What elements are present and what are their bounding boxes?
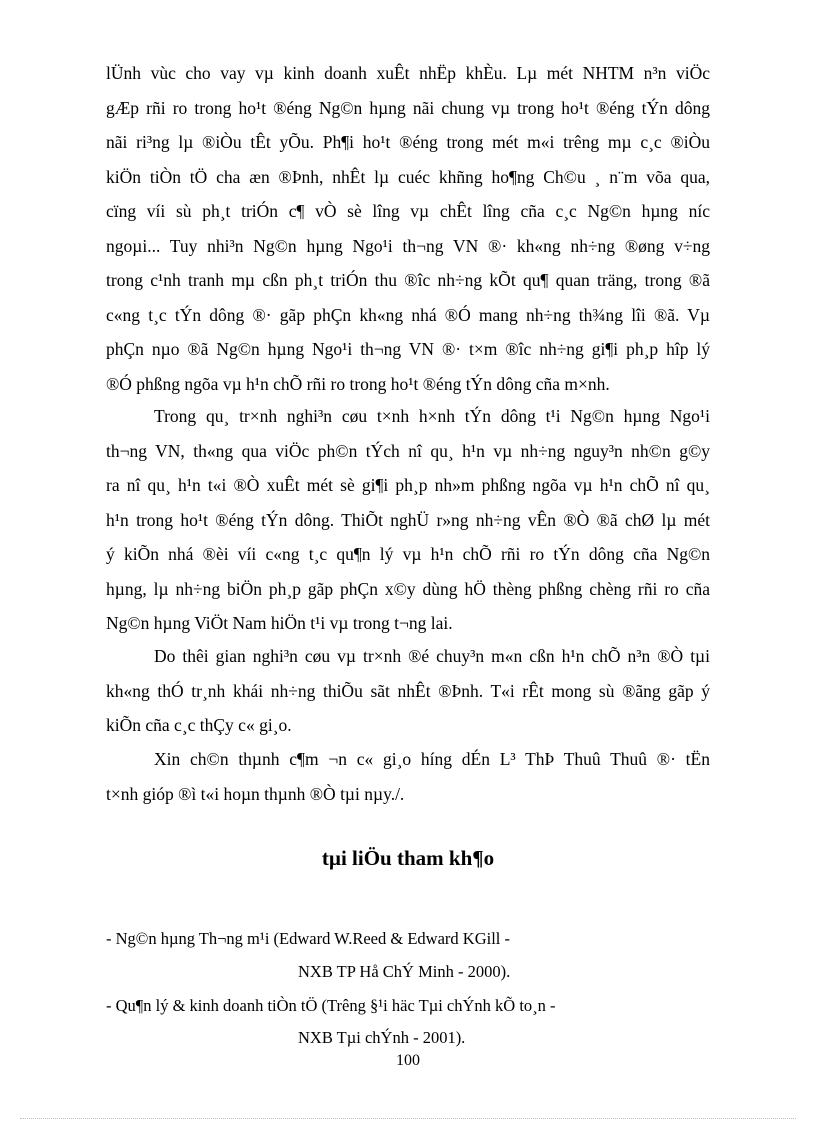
text-line: Ng©n hµng ViÖt Nam hiÖn t¹i vµ trong t¬ng lai.	[106, 613, 453, 633]
text-line: ý kiÕn nhá ®èi víi c«ng t¸c qu¶n lý vµ h¹n chÕ rñi ro tÝn dông cña Ng©n	[106, 544, 710, 564]
text-line: cïng víi sù ph¸t triÓn c¶ vÒ sè lîng vµ chÊt lîng cña c¸c Ng©n hµng níc	[106, 201, 710, 221]
text-line: hµng, lµ nh÷ng biÖn ph¸p gãp phÇn x©y dùng hÖ thèng phßng chèng rñi ro cña	[106, 578, 710, 599]
text-line: nãi ri³ng lµ ®iÒu tÊt yÕu. Ph¶i ho¹t ®éng trong mét m«i trêng mµ c¸c ®iÒu	[106, 132, 710, 152]
references-heading: tµi liÖu tham kh¶o	[321, 846, 495, 870]
text-line: h¹n trong ho¹t ®éng tÝn dông. ThiÕt nghÜ r»ng nh÷ng vÊn ®Ò ®ã chØ lµ mét	[106, 509, 710, 530]
page-bottom-divider	[20, 1118, 796, 1119]
text-line: th¬ng VN, th«ng qua viÖc ph©n tÝch nî qu¸ h¹n vµ nh÷ng nguy³n nh©n g©y	[106, 440, 710, 461]
reference-item-1-line-1: - Ng©n hµng Th¬ng m¹i (Edward W.Reed & Edward KGill -	[106, 929, 510, 948]
text-line: Do thêi gian nghi³n cøu vµ tr×nh ®é chuy³n m«n cßn h¹n chÕ n³n ®Ò tµi	[154, 646, 710, 666]
text-line: lÜnh vùc cho vay vµ kinh doanh xuÊt nhËp khÈu. Lµ mét NHTM n³n viÖc	[106, 63, 710, 83]
paragraph-4	[106, 742, 710, 811]
paragraph-1	[106, 56, 710, 401]
text-line: kiÕn cña c¸c thÇy c« gi¸o.	[106, 715, 292, 735]
text-line: Trong qu¸ tr×nh nghi³n cøu t×nh h×nh tÝn dông t¹i Ng©n hµng Ngo¹i	[154, 406, 710, 426]
text-line: trong c¹nh tranh mµ cßn ph¸t triÓn thu ®îc nh÷ng kÕt qu¶ quan träng, trong ®ã	[106, 270, 710, 290]
text-line: ngoµi... Tuy nhi³n Ng©n hµng Ngo¹i th¬ng VN ®· kh«ng nh÷ng ®øng v÷ng	[106, 235, 710, 256]
text-line: t×nh gióp ®ì t«i hoµn thµnh ®Ò tµi nµy./.	[106, 783, 405, 804]
reference-item-2-line-1: - Qu¶n lý & kinh doanh tiÒn tÖ (Trêng §¹i häc Tµi chÝnh kÕ to¸n -	[106, 996, 556, 1015]
text-line: kiÖn tiÒn tÖ cha æn ®Þnh, nhÊt lµ cuéc khñng ho¶ng Ch©u ¸ n¨m võa qua,	[106, 166, 710, 187]
page-number: 100	[396, 1052, 420, 1069]
text-line: ra nî qu¸ h¹n t«i ®Ò xuÊt mét sè gi¶i ph¸p nh»m phßng ngõa vµ h¹n chÕ nî qu¸	[106, 475, 710, 495]
paragraph-3	[106, 639, 710, 743]
text-line: ®Ó phßng ngõa vµ h¹n chÕ rñi ro trong ho¹t ®éng tÝn dông cña m×nh.	[106, 373, 610, 394]
paragraph-2	[106, 399, 710, 641]
text-line: Xin ch©n thµnh c¶m ¬n c« gi¸o híng dÉn L³ ThÞ Thuû Thuû ®· tËn	[154, 749, 710, 769]
text-line: phÇn nµo ®ã Ng©n hµng Ngo¹i th¬ng VN ®· t×m ®îc nh÷ng gi¶i ph¸p hîp lý	[106, 339, 710, 359]
reference-item-1-line-2: NXB TP Hå ChÝ Minh - 2000).	[298, 962, 511, 981]
text-line: c«ng t¸c tÝn dông ®· gãp phÇn kh«ng nhá ®Ó mang nh÷ng th¾ng lîi ®ã. Vµ	[106, 304, 710, 325]
text-line: kh«ng thÓ tr¸nh khái nh÷ng thiÕu sãt nhÊt ®Þnh. T«i rÊt mong sù ®ãng gãp ý	[106, 680, 710, 701]
reference-item-2-line-2: NXB Tµi chÝnh - 2001).	[298, 1028, 466, 1047]
text-line: gÆp rñi ro trong ho¹t ®éng Ng©n hµng nãi chung vµ trong ho¹t ®éng tÝn dông	[106, 97, 710, 118]
